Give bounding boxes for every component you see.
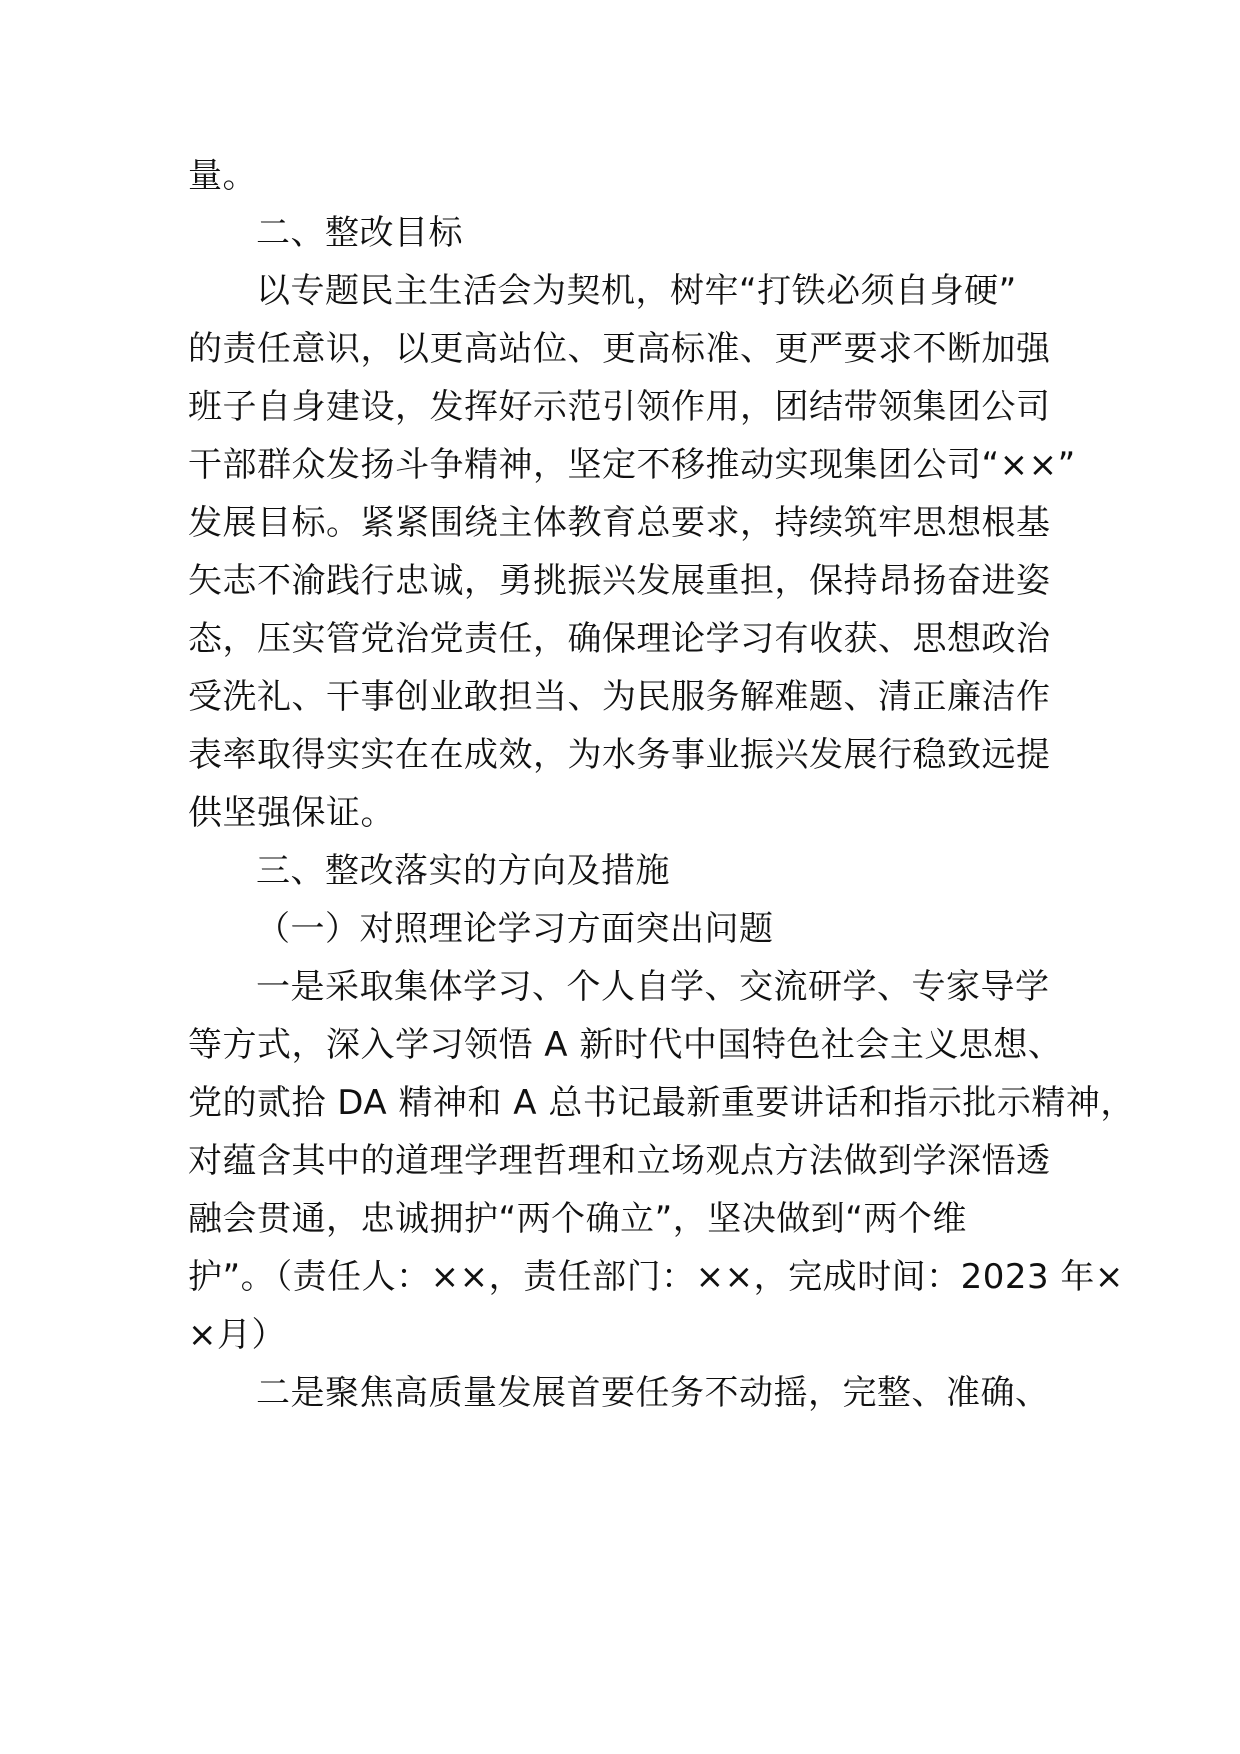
paragraph-line: 护”。（责任人：××，责任部门：××，完成时间：2023 年× <box>188 1257 1124 1297</box>
paragraph-line: 表率取得实实在在成效，为水务事业振兴发展行稳致远提 <box>188 735 1051 775</box>
paragraph-line: 班子自身建设，发挥好示范引领作用，团结带领集团公司 <box>188 387 1051 427</box>
paragraph-line: 发展目标。紧紧围绕主体教育总要求，持续筑牢思想根基 <box>188 503 1051 543</box>
paragraph-line: 融会贯通，忠诚拥护“两个确立”，坚决做到“两个维 <box>188 1199 967 1239</box>
paragraph-line: 一是采取集体学习、个人自学、交流研学、专家导学 <box>256 967 1050 1007</box>
subsection-heading: （一）对照理论学习方面突出问题 <box>256 909 774 949</box>
paragraph-line: ×月） <box>188 1315 286 1355</box>
section-heading-measures: 三、整改落实的方向及措施 <box>256 851 670 891</box>
paragraph-line: 供坚强保证。 <box>188 793 395 833</box>
paragraph-line: 等方式，深入学习领悟 A 新时代中国特色社会主义思想、 <box>188 1025 1063 1065</box>
paragraph-line: 二是聚焦高质量发展首要任务不动摇，完整、准确、 <box>256 1373 1050 1413</box>
paragraph-line: 态，压实管党治党责任，确保理论学习有收获、思想政治 <box>188 619 1051 659</box>
paragraph-line: 党的贰拾 DA 精神和 A 总书记最新重要讲话和指示批示精神， <box>188 1083 1135 1123</box>
section-heading-goals: 二、整改目标 <box>256 213 463 253</box>
paragraph-line: 以专题民主生活会为契机，树牢“打铁必须自身硬” <box>256 271 1017 311</box>
paragraph-line: 矢志不渝践行忠诚，勇挑振兴发展重担，保持昂扬奋进姿 <box>188 561 1051 601</box>
body-text-line: 量。 <box>188 156 257 196</box>
paragraph-line: 干部群众发扬斗争精神，坚定不移推动实现集团公司“××” <box>188 445 1076 485</box>
paragraph-line: 的责任意识，以更高站位、更高标准、更严要求不断加强 <box>188 329 1051 369</box>
paragraph-line: 受洗礼、干事创业敢担当、为民服务解难题、清正廉洁作 <box>188 677 1051 717</box>
paragraph-line: 对蕴含其中的道理学理哲理和立场观点方法做到学深悟透 <box>188 1141 1051 1181</box>
